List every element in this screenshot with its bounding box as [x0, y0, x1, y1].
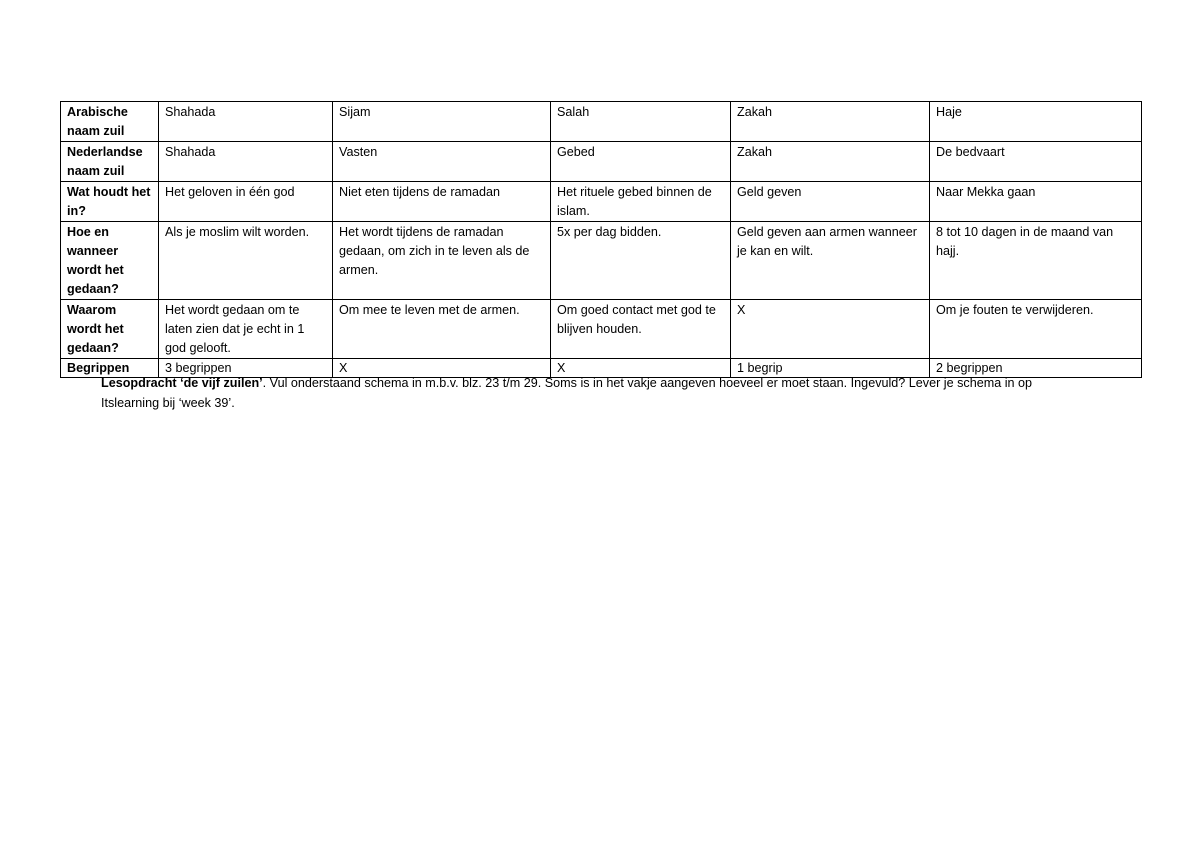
table-cell: Om je fouten te verwijderen. [930, 300, 1142, 359]
table-cell: X [551, 359, 731, 378]
row-header: Nederlandse naam zuil [61, 142, 159, 182]
table-cell: Salah [551, 102, 731, 142]
table-cell: Shahada [159, 142, 333, 182]
table-cell: Zakah [731, 102, 930, 142]
table-cell: Om mee te leven met de armen. [333, 300, 551, 359]
table-cell: Sijam [333, 102, 551, 142]
assignment-text: . Vul onderstaand schema in m.b.v. blz. 23 t/m 29. Soms is in het vakje aangeven hoeveel er moet staan. Ingevuld? Lever je schema in op Itslearning bij ‘week 39’. [101, 376, 1033, 410]
table-cell: X [333, 359, 551, 378]
table-cell: Geld geven aan armen wanneer je kan en wilt. [731, 222, 930, 300]
row-header: Begrippen [61, 359, 159, 378]
table-cell: 1 begrip [731, 359, 930, 378]
assignment-instructions [101, 374, 1081, 413]
table-cell: 5x per dag bidden. [551, 222, 731, 300]
table-cell: 8 tot 10 dagen in de maand van hajj. [930, 222, 1142, 300]
table-row-how-when [61, 222, 1142, 300]
row-header: Waarom wordt het gedaan? [61, 300, 159, 359]
table-cell: Om goed contact met god te blijven houden. [551, 300, 731, 359]
row-header: Wat houdt het in? [61, 182, 159, 222]
table-cell: Het geloven in één god [159, 182, 333, 222]
five-pillars-table [60, 101, 1142, 378]
table-cell: Gebed [551, 142, 731, 182]
table-cell: Haje [930, 102, 1142, 142]
table-cell: Naar Mekka gaan [930, 182, 1142, 222]
table-cell: Het wordt gedaan om te laten zien dat je echt in 1 god gelooft. [159, 300, 333, 359]
table-cell: 3 begrippen [159, 359, 333, 378]
table-cell: Geld geven [731, 182, 930, 222]
table-cell: Vasten [333, 142, 551, 182]
row-header: Hoe en wanneer wordt het gedaan? [61, 222, 159, 300]
table-cell: Het wordt tijdens de ramadan gedaan, om zich in te leven als de armen. [333, 222, 551, 300]
table-cell: Als je moslim wilt worden. [159, 222, 333, 300]
table-row-why [61, 300, 1142, 359]
table-row-arabic-name [61, 102, 1142, 142]
table-cell: Shahada [159, 102, 333, 142]
table-cell: 2 begrippen [930, 359, 1142, 378]
table-cell: Het rituele gebed binnen de islam. [551, 182, 731, 222]
table-row-dutch-name [61, 142, 1142, 182]
table-cell: Niet eten tijdens de ramadan [333, 182, 551, 222]
table-cell: Zakah [731, 142, 930, 182]
row-header: Arabische naam zuil [61, 102, 159, 142]
table-cell: De bedvaart [930, 142, 1142, 182]
table-row-meaning [61, 182, 1142, 222]
table-cell: X [731, 300, 930, 359]
assignment-title: Lesopdracht ‘de vijf zuilen’ [101, 376, 263, 390]
